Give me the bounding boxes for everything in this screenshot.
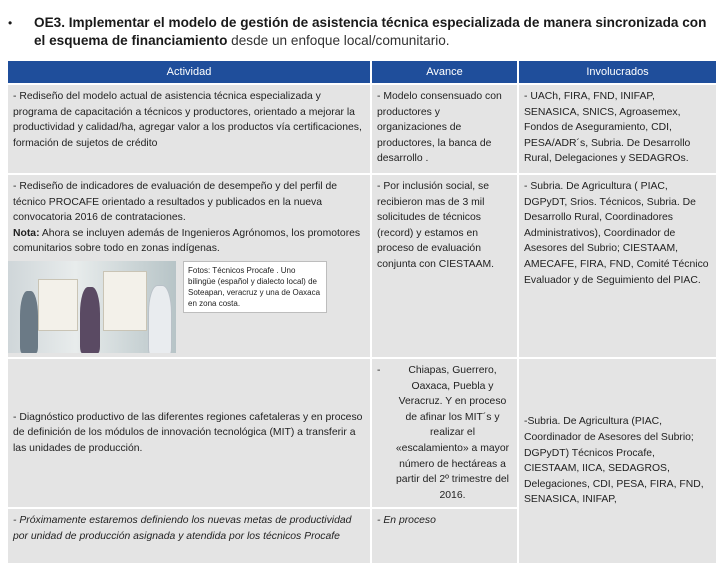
row3-avance: Chiapas, Guerrero, Oaxaca, Puebla y Veracruz. Y en proceso de afinar los MIT´s y realizar el «escalamiento» a mayor número de hectáreas a partir del 2º trimestre del 2016.	[395, 364, 510, 501]
table-row	[8, 359, 716, 507]
nota-label: Nota:	[13, 227, 40, 239]
heading-bullet: •	[8, 16, 13, 30]
nota-text: Ahora se incluyen además de Ingenieros Agrónomos, los promotores comunitarios sobre todo en zonas indígenas.	[13, 227, 361, 255]
row3-involucrados: -Subria. De Agricultura (PIAC, Coordinador de Asesores del Subrio; DGPyDT) Técnicos Procafe, CIESTAAM, IICA, SEDAGROS, Delegaciones, CDI, PESA, FIRA, FND, SENASICA, INIFAP,	[519, 359, 716, 563]
row3-avance-cell	[372, 359, 517, 507]
row2-avance: - Por inclusión social, se recibieron mas de 3 mil solicitudes de técnicos (record) y estamos en proceso de evaluación conjunta con CIESTAAM.	[372, 175, 517, 357]
row2-actividad-cell	[8, 175, 370, 357]
heading-normal-text: desde un enfoque local/comunitario.	[227, 33, 450, 48]
header-avance: Avance	[372, 61, 517, 83]
row3-actividad: - Diagnóstico productivo de las diferentes regiones cafetaleras y en proceso de definición de los módulos de innovación tecnológica (MIT) a transferir a las unidades de producción.	[13, 411, 363, 454]
row1-actividad: - Rediseño del modelo actual de asistencia técnica especializada y programa de capacitación a técnicos y productores, orientado a mejorar la productividad y calidad/ha, agregar valor a los productos vía certificaciones, formación de sujetos de crédito	[8, 85, 370, 173]
table-row	[8, 175, 716, 357]
slide-heading	[8, 14, 712, 50]
row1-involucrados: - UACh, FIRA, FND, INIFAP, SENASICA, SNICS, Agroasemex, Fondos de Aseguramiento, CDI, PESA/ADR´s, Subria. De Desarrollo Rural, Delegaciones y SEDAGROs.	[519, 85, 716, 173]
activities-table	[6, 59, 718, 565]
technicians-photo	[8, 261, 176, 353]
heading-bold-text: OE3. Implementar el modelo de gestión de asistencia técnica especializada de manera sincronizada con el esquema de financiamiento	[34, 15, 707, 48]
table-header-row	[8, 61, 716, 83]
row3-avance-dash: -	[377, 364, 381, 376]
row2-involucrados: - Subria. De Agricultura ( PIAC, DGPyDT, Srios. Técnicos, Subria. De Desarrollo Rural, Coordinadores Administrativos), Coordinador de Asesores del Subrio; CIESTAAM, AMECAFE, FIRA, FND, Comité Técnico Evaluador y de Seguimiento del PIAC.	[519, 175, 716, 357]
table-row	[8, 85, 716, 173]
row1-avance: - Modelo consensuado con productores y organizaciones de productores, la banca de desarrollo .	[372, 85, 517, 173]
header-actividad: Actividad	[8, 61, 370, 83]
header-involucrados: Involucrados	[519, 61, 716, 83]
row2-actividad: - Rediseño de indicadores de evaluación de desempeño y del perfil de técnico PROCAFE orientado a resultados y publicados en la nueva convocatoria 2016 de contrataciones.	[13, 181, 338, 224]
photo-area	[13, 261, 365, 353]
row3-actividad-cell	[8, 359, 370, 507]
photo-caption: Fotos: Técnicos Procafe . Uno bilingüe (español y dialecto local) de Soteapan, veracruz y una de Oaxaca en zona costa.	[183, 261, 327, 313]
row4-avance: - En proceso	[372, 509, 517, 563]
row2-nota	[13, 226, 365, 257]
row4-actividad: - Próximamente estaremos definiendo los nuevas metas de productividad por unidad de producción asignada y atendida por los técnicos Procafe	[8, 509, 370, 563]
